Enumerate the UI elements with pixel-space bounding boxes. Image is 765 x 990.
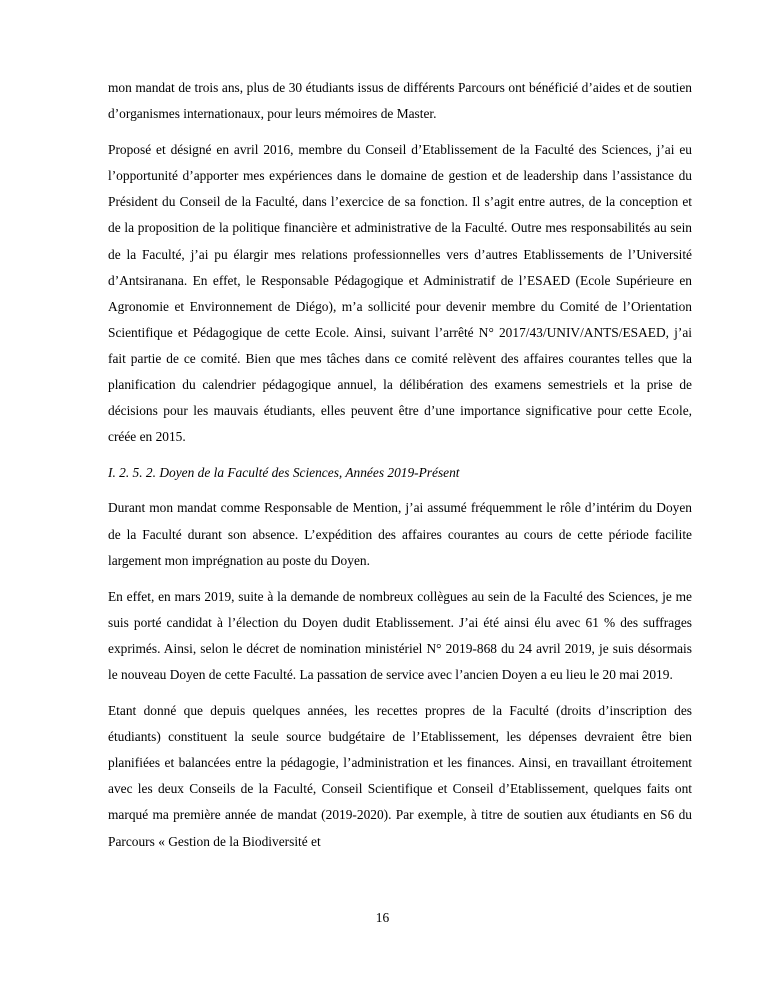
- paragraph-interim-doyen: Durant mon mandat comme Responsable de Mention, j’ai assumé fréquemment le rôle d’intérim du Doyen de la Faculté durant son absence. L’expédition des affaires courantes au cours de cette période facilite largement mon imprégnation au poste du Doyen.: [108, 500, 692, 568]
- paragraph-mandat-continuation: mon mandat de trois ans, plus de 30 étudiants issus de différents Parcours ont bénéficié d’aides et de soutien d’organismes internationaux, pour leurs mémoires de Master.: [108, 80, 692, 122]
- document-page: [108, 75, 692, 865]
- paragraph-conseil-etablissement: Proposé et désigné en avril 2016, membre du Conseil d’Etablissement de la Faculté des Sciences, j’ai eu l’opportunité d’apporter mes expériences dans le domaine de gestion et de leadership dans l’assistance du Président du Conseil de la Faculté, dans l’exercice de sa fonction. Il s’agit entre autres, de la conception et de la proposition de la politique financière et administrative de la Faculté. Outre mes responsabilités au sein de la Faculté, j’ai pu élargir mes relations professionnelles vers d’autres Etablissements de l’Université d’Antsiranana. En effet, le Responsable Pédagogique et Administratif de l’ESAED (Ecole Supérieure en Agronomie et Environnement de Diégo), m’a sollicité pour devenir membre du Comité de l’Orientation Scientifique et Pédagogique de cette Ecole. Ainsi, suivant l’arrêté N° 2017/43/UNIV/ANTS/ESAED, j’ai fait partie de ce comité. Bien que mes tâches dans ce comité relèvent des affaires courantes telles que la planification du calendrier pédagogique annuel, la délibération des examens semestriels et la prise de décisions pour les mauvais étudiants, elles peuvent être d’une importance significative pour cette Ecole, créée en 2015.: [108, 142, 692, 445]
- paragraph-election-doyen: En effet, en mars 2019, suite à la demande de nombreux collègues au sein de la Faculté des Sciences, je me suis porté candidat à l’élection du Doyen dudit Etablissement. J’ai été ainsi élu avec 61 % des suffrages exprimés. Ainsi, selon le décret de nomination ministériel N° 2019-868 du 24 avril 2019, je suis désormais le nouveau Doyen de cette Faculté. La passation de service avec l’ancien Doyen a eu lieu le 20 mai 2019.: [108, 588, 692, 682]
- section-heading-doyen: I. 2. 5. 2. Doyen de la Faculté des Sciences, Années 2019-Présent: [108, 465, 460, 481]
- page-number: 16: [375, 910, 390, 925]
- paragraph-budget: Etant donné que depuis quelques années, les recettes propres de la Faculté (droits d’inscription des étudiants) constituent la seule source budgétaire de l’Etablissement, les dépenses devraient être bien planifiées et balancées entre la pédagogie, l’administration et les finances. Ainsi, en travaillant étroitement avec les deux Conseils de la Faculté, Conseil Scientifique et Conseil d’Etablissement, quelques faits ont marqué ma première année de mandat (2019-2020). Par exemple, à titre de soutien aux étudiants en S6 du Parcours « Gestion de la Biodiversité et: [108, 703, 692, 849]
